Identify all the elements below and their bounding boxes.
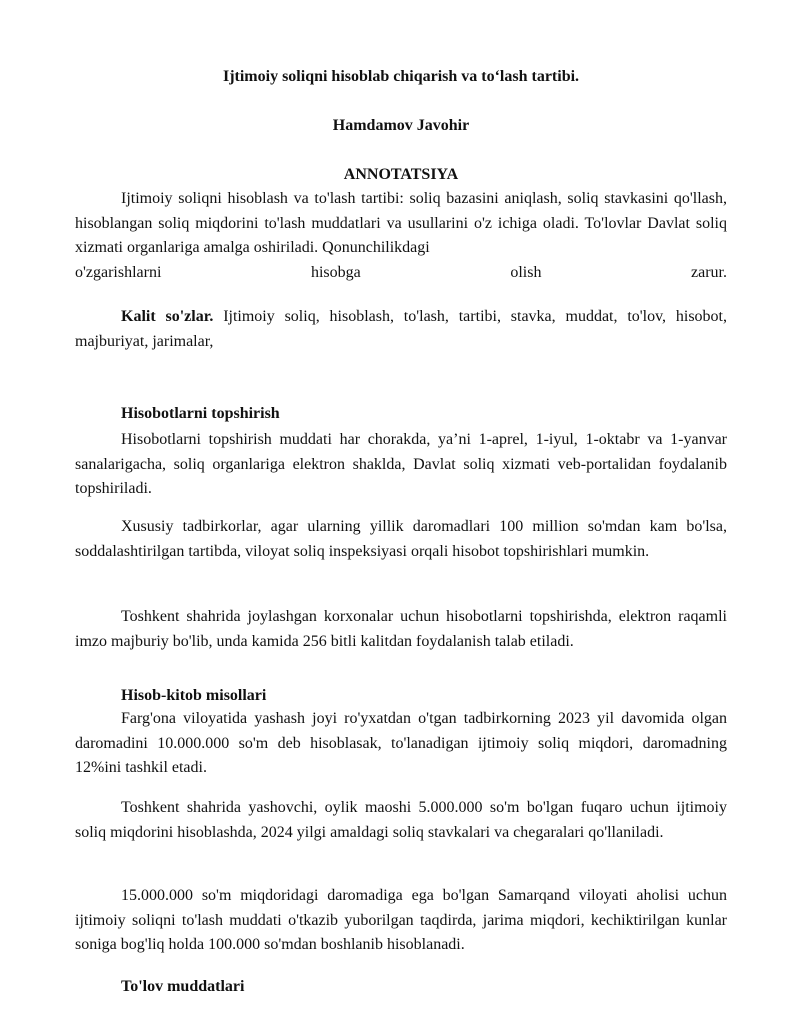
- section-paragraph: [75, 428, 727, 502]
- section-heading: To'lov muddatlari: [121, 978, 245, 995]
- section-paragraph: [75, 707, 727, 781]
- paragraph-text: Xususiy tadbirkorlar, agar ularning yillik daromadlari 100 million so'mdan kam bo'lsa, soddalashtirilgan tartibda, viloyat soliq inspeksiyasi orqali hisobot topshirishlari mumkin.: [75, 518, 727, 560]
- section-paragraph: [75, 796, 727, 845]
- section-paragraph: [75, 884, 727, 958]
- abstract-text: Ijtimoiy soliqni hisoblash va to'lash tartibi: soliq bazasini aniqlash, soliq stavkasini qo'llash, hisoblangan soliq miqdorini to'lash muddatlari va usullarini o'z ichiga oladi. To'lovlar Davlat soliq xizmati organlariga amalga oshiriladi. Qonunchilikdagi: [75, 190, 727, 256]
- section-paragraph: [75, 605, 727, 654]
- keywords-paragraph: [75, 305, 727, 354]
- section-heading: Hisob-kitob misollari: [121, 687, 267, 704]
- section-paragraph: [75, 515, 727, 564]
- abstract-paragraph: [75, 187, 727, 285]
- paragraph-text: 15.000.000 so'm miqdoridagi daromadiga ega bo'lgan Samarqand viloyati aholisi uchun ijtimoiy soliqni to'lash muddati o'tkazib yuborilgan taqdirda, jarima miqdori, kechiktirilgan kunlar soniga bog'liq holda 100.000 so'mdan boshlanib hisoblanadi.: [75, 887, 727, 953]
- paragraph-text: Toshkent shahrida joylashgan korxonalar uchun hisobotlarni topshirishda, elektron raqamli imzo majburiy bo'lib, unda kamida 256 bitli kalitdan foydalanish talab etiladi.: [75, 608, 727, 650]
- paragraph-text: Toshkent shahrida yashovchi, oylik maoshi 5.000.000 so'm bo'lgan fuqaro uchun ijtimoiy soliq miqdorini hisoblashda, 2024 yilgi amaldagi soliq stavkalari va chegaralari qo'llaniladi.: [75, 799, 727, 841]
- paragraph-text: Hisobotlarni topshirish muddati har chorakda, ya’ni 1-aprel, 1-iyul, 1-oktabr va 1-yanvar sanalarigacha, soliq organlariga elektron shaklda, Davlat soliq xizmati veb-portalidan foydalanib topshiriladi.: [75, 431, 727, 497]
- section-heading: Hisobotlarni topshirish: [121, 405, 280, 422]
- document-author: Hamdamov Javohir: [332, 117, 470, 134]
- paragraph-text: Farg'ona viloyatida yashash joyi ro'yxatdan o'tgan tadbirkorning 2023 yil davomida olgan daromadini 10.000.000 so'm deb hisoblasak, to'lanadigan ijtimoiy soliq miqdori, daromadning 12%ini tashkil etadi.: [75, 710, 727, 776]
- keywords-text: Ijtimoiy soliq, hisoblash, to'lash, tartibi, stavka, muddat, to'lov, hisobot, majburiyat, jarimalar,: [75, 308, 728, 350]
- document-title: Ijtimoiy soliqni hisoblab chiqarish va to‘lash tartibi.: [222, 68, 580, 85]
- keywords-label: Kalit so'zlar.: [121, 308, 214, 325]
- abstract-heading: ANNOTATSIYA: [343, 166, 459, 183]
- abstract-last-line: o'zgarishlarni hisobga olish zarur.: [75, 263, 727, 281]
